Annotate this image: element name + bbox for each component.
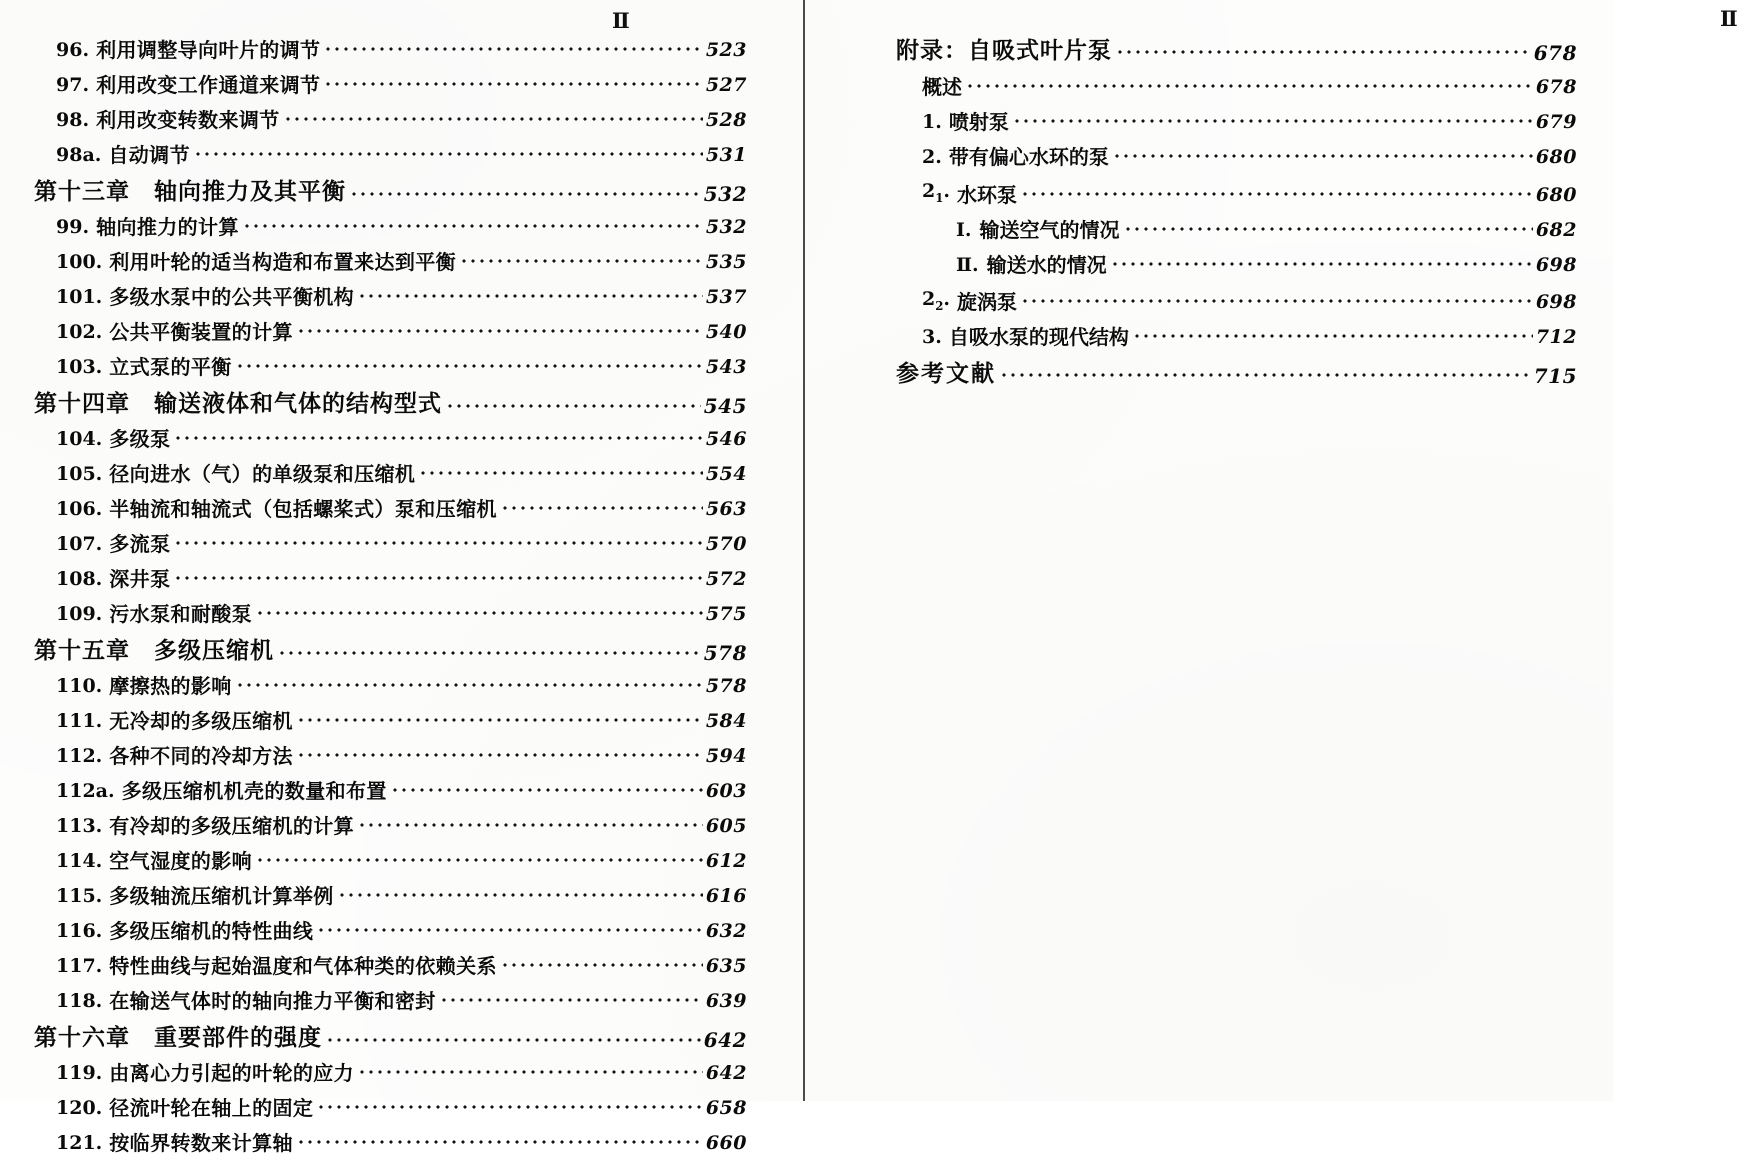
toc-entry-number: 96. <box>56 39 90 61</box>
toc-appendix-subsubentry[interactable] <box>896 217 1577 242</box>
dot-leader <box>352 192 701 198</box>
dot-leader <box>1135 334 1533 340</box>
dot-leader <box>280 651 701 657</box>
toc-entry-number: 102. <box>56 321 103 343</box>
toc-entry-title: 污水泵和耐酸泵 <box>109 602 253 626</box>
toc-entry-number: 104. <box>56 428 103 450</box>
toc-entry-page-number: 527 <box>705 74 747 96</box>
toc-entry-title: 第十三章 轴向推力及其平衡 <box>34 179 346 205</box>
toc-entry-page-number: 594 <box>705 745 747 767</box>
toc-entry-number: 119. <box>56 1062 103 1084</box>
toc-section-entry[interactable] <box>34 746 747 766</box>
toc-entry-title: 利用改变工作通道来调节 <box>96 73 321 97</box>
toc-entry-title: 由离心力引起的叶轮的应力 <box>109 1061 355 1085</box>
toc-appendix-subentry[interactable] <box>896 325 1577 350</box>
toc-entry-title: 带有偏心水环的泵 <box>948 145 1109 169</box>
toc-entry-page-number: 575 <box>705 603 747 625</box>
toc-entry-number: 3. <box>922 326 942 349</box>
toc-section-entry[interactable] <box>34 1133 747 1153</box>
toc-entry-number: Ⅰ. <box>956 218 972 241</box>
toc-entry-page-number: 563 <box>705 498 747 520</box>
toc-entry-page-number: 698 <box>1535 253 1577 276</box>
toc-section-entry[interactable] <box>34 886 747 906</box>
toc-appendix-subentry[interactable] <box>896 182 1577 205</box>
toc-entry-page-number: 715 <box>1533 364 1577 389</box>
toc-entry-title: 参考文献 <box>896 361 996 388</box>
page-folio-left: Ⅱ <box>612 8 629 33</box>
dot-leader <box>1023 192 1533 198</box>
toc-chapter-entry[interactable] <box>34 181 747 204</box>
toc-entry-page-number: 612 <box>705 850 747 872</box>
toc-section-entry[interactable] <box>34 676 747 696</box>
toc-section-entry[interactable] <box>34 711 747 731</box>
toc-entry-number: 1. <box>922 111 942 133</box>
toc-entry-page-number: 642 <box>705 1062 747 1084</box>
toc-reference-entry[interactable] <box>896 361 1577 389</box>
toc-entry-page-number: 660 <box>705 1132 747 1154</box>
toc-entry-title: 无冷却的多级压缩机 <box>109 709 293 733</box>
toc-entry-title: 喷射泵 <box>948 110 1009 134</box>
toc-section-entry[interactable] <box>34 604 747 624</box>
toc-entry-number: 99. <box>56 216 90 238</box>
toc-chapter-entry[interactable] <box>34 640 747 663</box>
dot-leader <box>462 259 703 265</box>
dot-leader <box>299 329 703 335</box>
dot-leader <box>442 998 703 1004</box>
toc-entry-title: 半轴流和轴流式（包括螺桨式）泵和压缩机 <box>109 497 497 521</box>
toc-entry-number: 120. <box>56 1097 103 1119</box>
toc-entry-page-number: 632 <box>705 920 747 942</box>
dot-leader <box>421 471 703 477</box>
toc-entry-page-number: 584 <box>705 710 747 732</box>
toc-entry-title: 多流泵 <box>109 532 171 556</box>
toc-section-entry[interactable] <box>34 921 747 941</box>
dot-leader <box>448 404 701 410</box>
toc-list-right <box>812 40 1613 400</box>
toc-entry-page-number: 572 <box>705 568 747 590</box>
toc-entry-page-number: 578 <box>705 675 747 697</box>
dot-leader <box>1023 299 1533 305</box>
dot-leader <box>393 788 703 794</box>
toc-entry-title: 第十六章 重要部件的强度 <box>34 1025 322 1051</box>
toc-entry-number: Ⅱ. <box>956 253 979 276</box>
toc-entry-number: 98a. <box>56 144 102 166</box>
dot-leader <box>328 1038 701 1044</box>
toc-entry-number: 105. <box>56 463 103 485</box>
dot-leader <box>326 47 702 53</box>
toc-entry-title: 多级水泵中的公共平衡机构 <box>109 285 355 309</box>
dot-leader <box>176 576 702 582</box>
toc-entry-number: 106. <box>56 498 103 520</box>
toc-entry-number: 112a. <box>56 780 115 802</box>
toc-chapter-entry[interactable] <box>34 393 747 416</box>
toc-section-entry[interactable] <box>34 287 747 307</box>
toc-entry-number: 112. <box>56 745 103 767</box>
toc-entry-title: 各种不同的冷却方法 <box>109 744 293 768</box>
dot-leader <box>326 82 702 88</box>
dot-leader <box>360 1070 703 1076</box>
dot-leader <box>319 928 703 934</box>
dot-leader <box>503 506 703 512</box>
dot-leader <box>176 541 702 547</box>
toc-appendix-subentry[interactable] <box>896 77 1577 97</box>
toc-entry-title: 公共平衡装置的计算 <box>109 320 293 344</box>
toc-entry-number: 118. <box>56 990 103 1012</box>
toc-entry-page-number: 658 <box>705 1097 747 1119</box>
toc-entry-title: 概述 <box>922 75 962 99</box>
toc-section-entry[interactable] <box>34 322 747 342</box>
toc-entry-title: 特性曲线与起始温度和气体种类的依赖关系 <box>109 954 497 978</box>
toc-appendix-subentry[interactable] <box>896 147 1577 167</box>
toc-entry-title: 附录：自吸式叶片泵 <box>896 38 1112 64</box>
toc-entry-title: 利用调整导向叶片的调节 <box>96 38 321 62</box>
toc-entry-page-number: 679 <box>1535 111 1577 133</box>
toc-entry-title: 输送空气的情况 <box>979 217 1120 242</box>
toc-entry-page-number: 532 <box>703 182 747 206</box>
toc-entry-title: 多级轴流压缩机计算举例 <box>109 884 334 908</box>
toc-section-entry[interactable] <box>34 499 747 519</box>
column-divider-rule <box>803 0 805 1101</box>
toc-entry-number: 2. <box>922 146 942 168</box>
toc-entry-title: 立式泵的平衡 <box>109 355 232 379</box>
dot-leader <box>1002 373 1531 379</box>
dot-leader <box>238 364 703 370</box>
toc-appendix-subentry[interactable] <box>896 112 1577 132</box>
toc-entry-title: 多级压缩机的特性曲线 <box>109 919 314 943</box>
toc-entry-title: 输送水的情况 <box>986 252 1107 277</box>
toc-entry-number: $2_1$. <box>922 180 951 205</box>
toc-entry-title: 径流叶轮在轴上的固定 <box>109 1096 314 1120</box>
toc-section-entry[interactable] <box>34 956 747 976</box>
toc-entry-title: 第十五章 多级压缩机 <box>34 638 274 664</box>
toc-entry-title: 在输送气体时的轴向推力平衡和密封 <box>109 989 436 1013</box>
toc-entry-page-number: 554 <box>705 463 747 485</box>
toc-entry-number: 100. <box>56 251 103 273</box>
dot-leader <box>1118 50 1531 56</box>
toc-entry-title: 摩擦热的影响 <box>109 674 232 698</box>
toc-entry-title: 利用改变转数来调节 <box>96 108 280 132</box>
toc-entry-page-number: 540 <box>705 321 747 343</box>
toc-entry-page-number: 682 <box>1535 218 1577 241</box>
toc-entry-title: 水环泵 <box>957 182 1018 207</box>
toc-entry-page-number: 678 <box>1535 76 1577 98</box>
toc-entry-page-number: 635 <box>705 955 747 977</box>
toc-list-left <box>0 40 795 1168</box>
dot-leader <box>503 963 703 969</box>
toc-entry-page-number: 712 <box>1535 326 1577 349</box>
toc-entry-title: 轴向推力的计算 <box>96 215 239 239</box>
toc-entry-number: 113. <box>56 815 103 837</box>
toc-entry-page-number: 528 <box>705 109 747 131</box>
toc-entry-page-number: 680 <box>1535 146 1577 168</box>
dot-leader <box>258 611 703 617</box>
toc-entry-page-number: 605 <box>705 815 747 837</box>
toc-section-entry[interactable] <box>34 110 747 130</box>
toc-entry-number: 98. <box>56 109 90 131</box>
toc-entry-title: 自动调节 <box>108 143 190 167</box>
toc-entry-number: 117. <box>56 955 103 977</box>
toc-entry-page-number: 531 <box>705 144 747 166</box>
toc-entry-number: 116. <box>56 920 103 942</box>
page-folio-right: Ⅱ <box>1720 6 1737 31</box>
dot-leader <box>286 117 703 123</box>
toc-section-entry[interactable] <box>34 816 747 836</box>
toc-entry-page-number: 546 <box>705 428 747 450</box>
dot-leader <box>360 294 703 300</box>
toc-section-entry[interactable] <box>34 991 747 1011</box>
toc-chapter-entry[interactable] <box>34 1027 747 1050</box>
dot-leader <box>319 1105 703 1111</box>
toc-entry-page-number: 603 <box>705 780 747 802</box>
dot-leader <box>1115 154 1533 160</box>
toc-entry-page-number: 680 <box>1535 183 1577 206</box>
toc-entry-title: 深井泵 <box>109 567 171 591</box>
toc-appendix-subentry[interactable] <box>896 287 1577 315</box>
toc-entry-page-number: 537 <box>705 286 747 308</box>
toc-entry-page-number: 698 <box>1535 291 1577 314</box>
toc-entry-number: 97. <box>56 74 90 96</box>
dot-leader <box>299 753 703 759</box>
toc-entry-number: 103. <box>56 356 103 378</box>
toc-entry-number: 110. <box>56 675 103 697</box>
toc-section-entry[interactable] <box>34 75 747 95</box>
toc-section-entry[interactable] <box>34 252 747 272</box>
toc-entry-title: 径向进水（气）的单级泵和压缩机 <box>109 462 416 486</box>
dot-leader <box>1126 227 1533 233</box>
toc-section-entry[interactable] <box>34 464 747 484</box>
toc-entry-title: 旋涡泵 <box>957 290 1018 315</box>
toc-entry-title: 有冷却的多级压缩机的计算 <box>109 814 355 838</box>
toc-section-entry[interactable] <box>34 1063 747 1083</box>
toc-section-entry[interactable] <box>34 569 747 589</box>
right-page <box>812 0 1737 1101</box>
toc-section-entry[interactable] <box>34 217 747 237</box>
toc-section-entry[interactable] <box>34 145 747 165</box>
toc-section-entry[interactable] <box>34 781 747 801</box>
toc-section-entry[interactable] <box>34 357 747 377</box>
toc-entry-page-number: 543 <box>705 356 747 378</box>
toc-entry-page-number: 578 <box>703 641 747 665</box>
toc-entry-title: 第十四章 输送液体和气体的结构型式 <box>34 391 442 417</box>
dot-leader <box>176 436 702 442</box>
toc-section-entry[interactable] <box>34 534 747 554</box>
toc-entry-title: 空气湿度的影响 <box>109 849 253 873</box>
dot-leader <box>1113 262 1533 268</box>
toc-section-entry[interactable] <box>34 851 747 871</box>
dot-leader <box>258 858 703 864</box>
dot-leader <box>238 683 703 689</box>
left-page <box>0 0 795 1155</box>
toc-entry-page-number: 535 <box>705 251 747 273</box>
dot-leader <box>340 893 703 899</box>
toc-entry-title: 利用叶轮的适当构造和布置来达到平衡 <box>109 250 457 274</box>
toc-appendix-subsubentry[interactable] <box>896 252 1577 277</box>
toc-entry-title: 自吸水泵的现代结构 <box>948 325 1129 350</box>
toc-entry-page-number: 616 <box>705 885 747 907</box>
toc-entry-number: $2_2$. <box>922 287 951 313</box>
toc-entry-title: 多级压缩机机壳的数量和布置 <box>121 779 387 803</box>
toc-entry-page-number: 642 <box>703 1028 747 1052</box>
toc-entry-page-number: 639 <box>705 990 747 1012</box>
toc-entry-title: 多级泵 <box>109 427 171 451</box>
toc-entry-number: 108. <box>56 568 103 590</box>
dot-leader <box>299 1140 703 1146</box>
dot-leader <box>1015 119 1533 125</box>
dot-leader <box>360 823 703 829</box>
toc-entry-title: 按临界转数来计算轴 <box>109 1131 293 1155</box>
toc-section-entry[interactable] <box>34 40 747 60</box>
toc-entry-page-number: 570 <box>705 533 747 555</box>
toc-entry-number: 107. <box>56 533 103 555</box>
toc-entry-page-number: 545 <box>703 394 747 418</box>
dot-leader <box>196 152 703 158</box>
toc-section-entry[interactable] <box>34 1098 747 1118</box>
toc-entry-page-number: 532 <box>705 216 747 238</box>
toc-appendix-entry[interactable] <box>896 40 1577 63</box>
dot-leader <box>245 224 703 230</box>
dot-leader <box>968 84 1533 90</box>
toc-entry-number: 115. <box>56 885 103 907</box>
toc-entry-number: 109. <box>56 603 103 625</box>
toc-entry-number: 101. <box>56 286 103 308</box>
toc-entry-number: 121. <box>56 1132 103 1154</box>
toc-entry-number: 111. <box>56 710 103 732</box>
toc-entry-page-number: 678 <box>1533 41 1577 65</box>
toc-section-entry[interactable] <box>34 429 747 449</box>
toc-entry-number: 114. <box>56 850 103 872</box>
dot-leader <box>299 718 703 724</box>
toc-entry-page-number: 523 <box>705 39 747 61</box>
